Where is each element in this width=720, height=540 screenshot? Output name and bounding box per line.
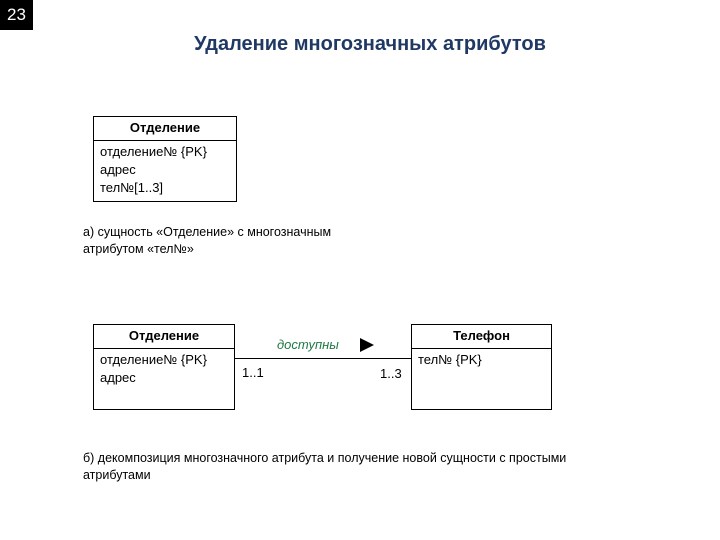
entity-telefon [411, 324, 552, 410]
entity-otdelenie-b [93, 324, 235, 410]
caption-line: б) декомпозиция многозначного атрибута и получение новой сущности с простыми [83, 451, 567, 465]
entity-attributes [94, 141, 236, 197]
caption-line: а) сущность «Отделение» с многозначным [83, 225, 332, 239]
slide-title: Удаление многозначных атрибутов [194, 33, 546, 55]
entity-otdelenie-a [93, 116, 237, 202]
entity-attributes [412, 349, 551, 369]
caption-line: атрибутами [83, 468, 151, 482]
entity-name: Отделение [94, 325, 234, 349]
multiplicity-left: 1..1 [242, 365, 264, 380]
slide-number: 23 [0, 0, 33, 30]
attribute: адрес [100, 162, 136, 177]
entity-attributes [94, 349, 234, 387]
attribute: отделение№ {PK} [100, 144, 207, 159]
relationship-name: доступны [277, 337, 339, 352]
attribute: тел№ {PK} [418, 352, 482, 367]
caption-line: атрибутом «тел№» [83, 242, 194, 256]
attribute: отделение№ {PK} [100, 352, 207, 367]
relationship-line [235, 358, 411, 359]
multiplicity-right: 1..3 [380, 366, 402, 381]
attribute: тел№[1..3] [100, 180, 164, 195]
attribute: адрес [100, 370, 136, 385]
direction-arrow-icon [360, 338, 374, 352]
entity-name: Отделение [94, 117, 236, 141]
entity-name: Телефон [412, 325, 551, 349]
caption-b [83, 450, 566, 484]
caption-a [83, 224, 331, 258]
